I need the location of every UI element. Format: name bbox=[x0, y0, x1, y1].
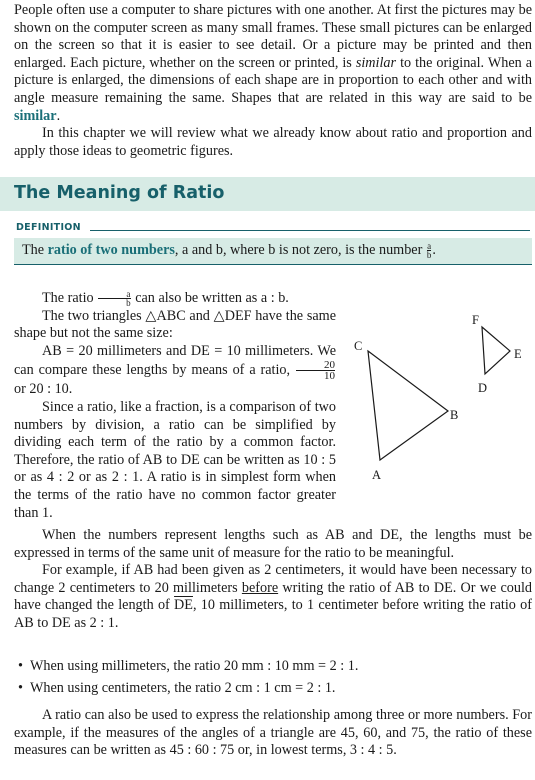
para-units: When the numbers represent lengths such as AB and DE, the lengths must be expressed in terms of the same unit of measure for the ratio to be meaningful. bbox=[14, 527, 532, 561]
ratio-term: ratio of two numbers bbox=[47, 242, 175, 258]
para-simplify: Since a ratio, like a fraction, is a comparison of two numbers by division, a ratio can be simplified by dividing each term of the ratio by a common factor. Therefore, the ratio of AB to DE can be written as 10 : 5 or as 4 : 2 or as 2 : 1. A ratio is in simplest form when the terms of the ratio have no common factor greater than 1. bbox=[14, 398, 336, 521]
intro-text-2: to the original. When a picture is enlarged, the dimensions of each shape are in proportion to each other and with angle measure remaining the same. Shapes that are related in this way are said to be bbox=[14, 54, 533, 106]
section-heading: The Meaning of Ratio bbox=[14, 183, 225, 203]
bullet-item: • When using centimeters, the ratio 2 cm : 1 cm = 2 : 1. bbox=[30, 677, 530, 699]
triangle-def bbox=[482, 327, 510, 374]
definition-label: DEFINITION bbox=[16, 222, 81, 233]
label-b: B bbox=[450, 408, 459, 422]
intro-similar-italic: similar bbox=[355, 54, 397, 71]
label-d: D bbox=[478, 381, 488, 395]
intro-text-1: People often use a computer to share pictures with one another. At first the pictures may be shown on the computer screen as many small frames. These small pictures can be enlarged on the screen so that it is easier to see detail. Or a picture may be printed and then enlarged. Each picture, whether on the screen or printed, is bbox=[14, 2, 532, 71]
definition-text: The ratio of two numbers, a and b, where b is not zero, is the number $\frac{a}{b}$ . bbox=[22, 241, 436, 261]
para-triangles: The two triangles △ABC and △DEF have the same shape but not the same size: bbox=[14, 307, 336, 342]
label-c: C bbox=[354, 339, 363, 353]
triangle-abc bbox=[368, 351, 448, 460]
intro-paragraph: People often use a computer to share pictures with one another. At first the pictures may be shown on the computer screen as many small frames. These small pictures can be enlarged on the screen so that it is easier to see detail. Or a picture may be printed and then enlarged. Each picture, whether on the screen or printed, is similar to the original. When a picture is enlarged, the dimensions of each shape are in proportion to each other and with angle measure remaining the same. Shapes that are related in this way are said to be similar. In this chapter we will review what we already know about ratio and proportion and apply those ideas to geometric figures. bbox=[14, 2, 533, 159]
intro-paragraph-2: In this chapter we will review what we already know about ratio and proportion and apply those ideas to geometric figures. bbox=[14, 125, 532, 159]
label-a: A bbox=[372, 468, 382, 482]
definition-fraction: $\frac{a}{b}$ bbox=[426, 241, 432, 261]
para-measures: AB = 20 millimeters and DE = 10 millimeters. We can compare these lengths by means of a ratio, $\frac{20}{10}$ or 20 : 10. bbox=[14, 342, 336, 398]
label-e: E bbox=[514, 347, 522, 361]
similar-term: similar bbox=[14, 107, 57, 124]
para-ratio-written: The ratio $\frac{a}{b}$ can also be written as a : b. bbox=[42, 289, 289, 309]
label-f: F bbox=[472, 313, 479, 327]
para-example: For example, if AB had been given as 2 centimeters, it would have been necessary to change 2 centimeters to 20 millimeters before writing the ratio of AB to DE. Or we could have changed the length of $\overline{DE}$, 10 millimeters, to 1 centimeter before writing the ratio of AB to DE as 2 : 1. bbox=[14, 562, 533, 631]
bullet-item: • When using millimeters, the ratio 20 mm : 10 mm = 2 : 1. bbox=[30, 655, 530, 677]
para-three: A ratio can also be used to express the relationship among three or more numbers. For example, if the measures of the angles of a triangle are 45, 60, and 75, the ratio of these measures can be written as 45 : 60 : 75 or, in lowest terms, 3 : 4 : 5. bbox=[14, 707, 532, 759]
